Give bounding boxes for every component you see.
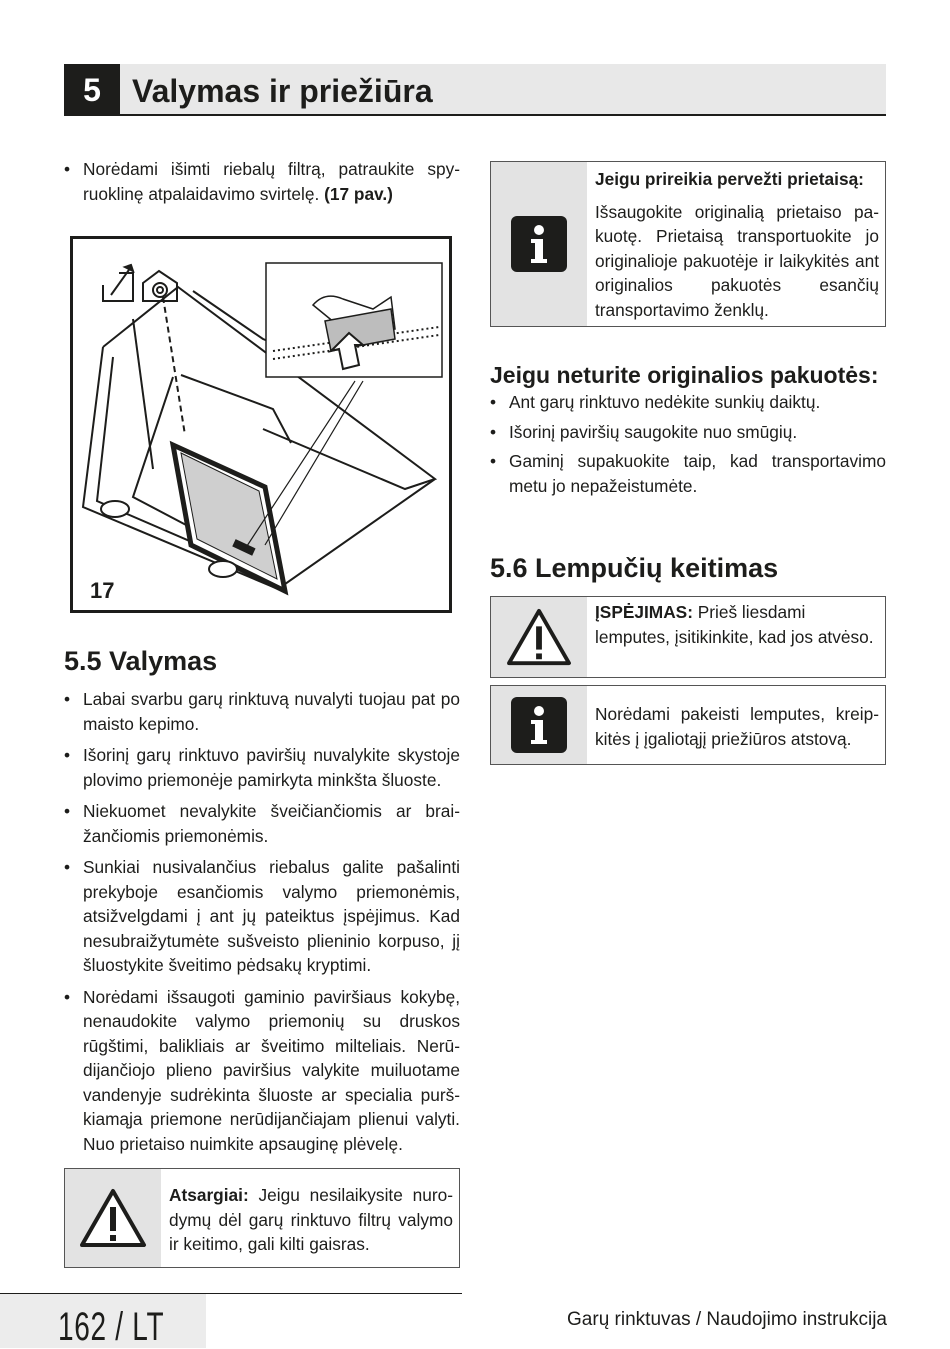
intro-block bbox=[64, 157, 460, 213]
warning-label: ĮSPĖJIMAS: bbox=[595, 602, 693, 622]
figure-number: 17 bbox=[90, 578, 115, 603]
lamp-warning-text bbox=[587, 597, 885, 677]
transport-icon bbox=[103, 265, 133, 301]
no-package-block bbox=[490, 362, 886, 503]
figure-ref: (17 pav.) bbox=[324, 183, 393, 204]
chapter-number: 5 bbox=[64, 64, 120, 116]
list-item: • Ant garų rinktuvo nedėkite sunkių daiktų. bbox=[490, 390, 886, 415]
page-number: 162 / LT bbox=[58, 1305, 165, 1349]
warning-icon bbox=[65, 1169, 161, 1267]
list-item: • Sunkiai nusivalančius riebalus galite pašalinti prekyboje esančiomis valymo priemonėmis, atsižvelgdami į ant jų pateiktus įspėjimus. Kad nesubraižytumėte sušveisto plieninio korpuso, jį šluostykite šveitimo pėdsakų kryptimi. bbox=[64, 855, 460, 978]
filter-removal-illustration bbox=[73, 239, 449, 610]
section-5-6 bbox=[490, 552, 886, 584]
section-title: 5.5 Valymas bbox=[64, 646, 218, 676]
section-5-5 bbox=[64, 645, 460, 1163]
warning-body: Prieš liesdami lemputes, įsitikinkite, kad jos atvėso. bbox=[595, 602, 874, 647]
document-title: Garų rinktuvas / Naudojimo instrukcija bbox=[567, 1309, 887, 1330]
info-icon bbox=[491, 686, 587, 764]
list-item: • Išorinį garų rinktuvo paviršių nuvalykite skystoje plovimo priemonėje pamirkyta minkšta šluoste. bbox=[64, 743, 460, 792]
figure-17 bbox=[70, 236, 452, 613]
warning-icon bbox=[491, 597, 587, 677]
section-title: 5.6 Lempučių keitimas bbox=[490, 553, 779, 583]
house-icon bbox=[143, 271, 177, 301]
intro-item bbox=[64, 157, 460, 206]
cleaning-list bbox=[64, 687, 460, 1156]
zoom-detail bbox=[266, 263, 442, 377]
intro-text: Norėdami išimti riebalų filtrą, patraukite spyruoklinę atpalaidavimo svirtelę. bbox=[83, 159, 460, 204]
info-icon bbox=[491, 162, 587, 326]
no-package-list bbox=[490, 390, 886, 498]
list-item: • Išorinį paviršių saugokite nuo smūgių. bbox=[490, 420, 886, 445]
caution-label: Atsargiai: bbox=[169, 1185, 249, 1205]
caution-body: Jeigu nesilaikysite nurodymų dėl garų rinktuvo filtrų valymo ir keitimo, gali kilti gaisras. bbox=[169, 1185, 453, 1254]
transport-body: Išsaugokite originalią prietaiso pakuotę. Prietaisą transportuokite jo originalioje pakuotėje ir laikykitės ant originalios pakuotės esančių transportavimo ženklų. bbox=[595, 201, 879, 320]
list-item: • Gaminį supakuokite taip, kad transportavimo metu jo nepažeistumėte. bbox=[490, 449, 886, 498]
lamp-info-text: Norėdami pakeisti lemputes, kreipkitės į įgaliotąjį priežiūros atstovą. bbox=[595, 704, 879, 749]
lamp-icon bbox=[209, 561, 237, 577]
list-item: • Niekuomet nevalykite šveičiančiomis ar braižančiomis priemonėmis. bbox=[64, 799, 460, 848]
list-item: • Norėdami išsaugoti gaminio paviršiaus kokybę, nenaudokite valymo priemonių su druskos rūgštimi, balikliais ar šveitimo milteliais. Nerūdijančiojo plieno paviršius valykite muiluotame vandenyje sudrėkinta šluoste ar specialia purškiamąja priemone nerūdijančiajam plienui valyti. Nuo prietaiso nuimkite apsauginę plėvelę. bbox=[64, 985, 460, 1157]
transport-note bbox=[490, 161, 886, 327]
caution-text bbox=[161, 1169, 459, 1267]
caution-note bbox=[64, 1168, 460, 1268]
list-item: • Labai svarbu garų rinktuvą nuvalyti tuojau pat po maisto kepimo. bbox=[64, 687, 460, 736]
no-package-title: Jeigu neturite originalios pakuotės: bbox=[490, 362, 879, 388]
transport-title: Jeigu prireikia pervežti prietaisą: bbox=[595, 169, 864, 189]
lamp-warning-note bbox=[490, 596, 886, 678]
lamp-icon bbox=[101, 501, 129, 517]
chapter-title: Valymas ir priežiūra bbox=[132, 73, 433, 109]
transport-text bbox=[587, 162, 885, 326]
lamp-info-note bbox=[490, 685, 886, 765]
